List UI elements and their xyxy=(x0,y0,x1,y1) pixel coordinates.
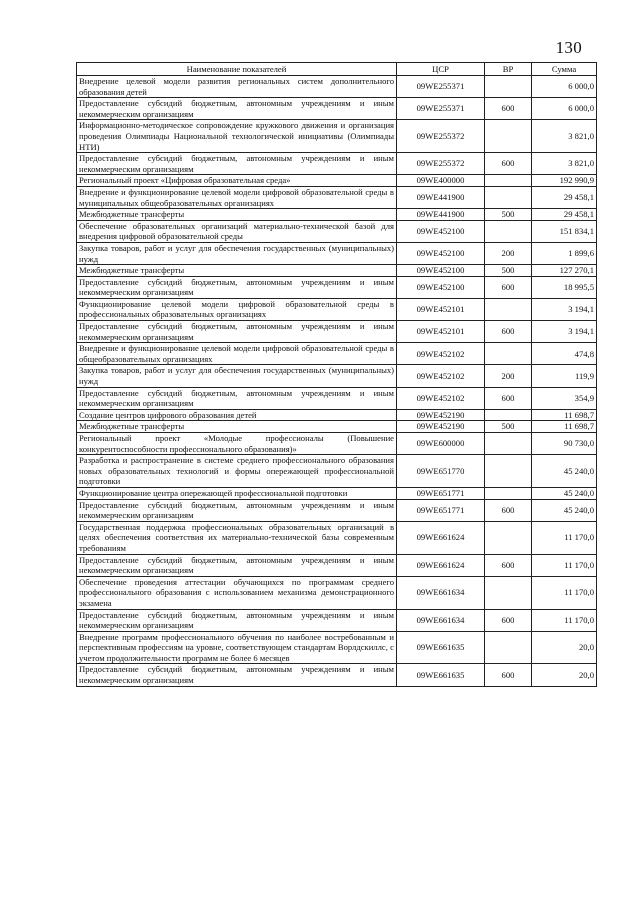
table-row xyxy=(77,343,597,365)
row-vr-cell: 500 xyxy=(485,209,532,221)
table-row xyxy=(77,664,597,686)
row-name-cell: Внедрение программ профессионального обучения по наиболее востребованным и перспективным профессиям на уровне, соответствующем стандартам Ворлдскиллс, с учетом продолжительности программ не более 6 месяцев xyxy=(77,631,397,664)
row-vr-cell xyxy=(485,631,532,664)
table-row xyxy=(77,98,597,120)
table-row xyxy=(77,321,597,343)
row-vr-cell xyxy=(485,409,532,421)
row-csr-cell: 09WE661635 xyxy=(397,664,485,686)
page-number: 130 xyxy=(555,38,582,57)
table-row xyxy=(77,175,597,187)
row-sum-cell: 29 458,1 xyxy=(532,186,597,208)
row-csr-cell: 09WE452102 xyxy=(397,343,485,365)
table-row xyxy=(77,120,597,153)
row-vr-cell: 200 xyxy=(485,242,532,264)
row-sum-cell: 11 170,0 xyxy=(532,609,597,631)
row-sum-cell: 1 899,6 xyxy=(532,242,597,264)
table-row xyxy=(77,455,597,488)
row-name-cell: Межбюджетные трансферты xyxy=(77,421,397,433)
row-name-cell: Предоставление субсидий бюджетным, автономным учреждениям и иным некоммерческим организациям xyxy=(77,153,397,175)
table-row xyxy=(77,76,597,98)
row-vr-cell: 600 xyxy=(485,664,532,686)
table-row xyxy=(77,265,597,277)
row-name-cell: Государственная поддержка профессиональных образовательных организаций в целях обеспечения соответствия их материально-технической базы современным требованиям xyxy=(77,521,397,554)
table-row xyxy=(77,576,597,609)
row-name-cell: Предоставление субсидий бюджетным, автономным учреждениям и иным некоммерческим организациям xyxy=(77,609,397,631)
row-name-cell: Региональный проект «Цифровая образовательная среда» xyxy=(77,175,397,187)
row-sum-cell: 354,9 xyxy=(532,387,597,409)
row-vr-cell: 500 xyxy=(485,421,532,433)
table-row xyxy=(77,298,597,320)
row-csr-cell: 09WE452101 xyxy=(397,321,485,343)
row-vr-cell xyxy=(485,220,532,242)
row-csr-cell: 09WE661634 xyxy=(397,609,485,631)
row-csr-cell: 09WE600000 xyxy=(397,433,485,455)
table-row xyxy=(77,186,597,208)
row-csr-cell: 09WE452100 xyxy=(397,220,485,242)
header-sum: Сумма xyxy=(532,63,597,76)
row-csr-cell: 09WE441900 xyxy=(397,186,485,208)
table-row xyxy=(77,387,597,409)
row-name-cell: Разработка и распространение в системе среднего профессионального образования новых образовательных технологий и формы опережающей профессиональной подготовки xyxy=(77,455,397,488)
row-vr-cell: 600 xyxy=(485,609,532,631)
row-vr-cell xyxy=(485,175,532,187)
row-vr-cell xyxy=(485,298,532,320)
row-sum-cell: 18 995,5 xyxy=(532,276,597,298)
row-csr-cell: 09WE661624 xyxy=(397,554,485,576)
row-sum-cell: 11 698,7 xyxy=(532,409,597,421)
row-vr-cell xyxy=(485,521,532,554)
row-name-cell: Межбюджетные трансферты xyxy=(77,209,397,221)
row-csr-cell: 09WE651771 xyxy=(397,499,485,521)
row-csr-cell: 09WE452190 xyxy=(397,409,485,421)
row-sum-cell: 20,0 xyxy=(532,631,597,664)
row-csr-cell: 09WE452101 xyxy=(397,298,485,320)
table-row xyxy=(77,276,597,298)
row-name-cell: Предоставление субсидий бюджетным, автономным учреждениям и иным некоммерческим организациям xyxy=(77,276,397,298)
row-csr-cell: 09WE452100 xyxy=(397,276,485,298)
row-csr-cell: 09WE441900 xyxy=(397,209,485,221)
row-vr-cell xyxy=(485,343,532,365)
row-sum-cell: 45 240,0 xyxy=(532,487,597,499)
row-vr-cell xyxy=(485,186,532,208)
table-row xyxy=(77,631,597,664)
row-vr-cell xyxy=(485,120,532,153)
row-csr-cell: 09WE255371 xyxy=(397,98,485,120)
row-vr-cell: 600 xyxy=(485,321,532,343)
row-name-cell: Обеспечение образовательных организаций материально-технической базой для внедрения цифровой образовательной среды xyxy=(77,220,397,242)
row-sum-cell: 6 000,0 xyxy=(532,98,597,120)
row-csr-cell: 09WE661635 xyxy=(397,631,485,664)
budget-table xyxy=(76,62,597,687)
row-sum-cell: 45 240,0 xyxy=(532,455,597,488)
row-sum-cell: 29 458,1 xyxy=(532,209,597,221)
row-csr-cell: 09WE651771 xyxy=(397,487,485,499)
header-csr: ЦСР xyxy=(397,63,485,76)
table-row xyxy=(77,421,597,433)
table-row xyxy=(77,609,597,631)
row-sum-cell: 11 170,0 xyxy=(532,521,597,554)
table-header-row xyxy=(77,63,597,76)
row-csr-cell: 09WE452102 xyxy=(397,387,485,409)
row-sum-cell: 192 990,9 xyxy=(532,175,597,187)
row-name-cell: Создание центров цифрового образования детей xyxy=(77,409,397,421)
row-vr-cell: 500 xyxy=(485,265,532,277)
row-csr-cell: 09WE661624 xyxy=(397,521,485,554)
table-row xyxy=(77,365,597,387)
row-sum-cell: 11 170,0 xyxy=(532,576,597,609)
row-name-cell: Региональный проект «Молодые профессионалы (Повышение конкурентоспособности профессионального образования)» xyxy=(77,433,397,455)
row-vr-cell: 600 xyxy=(485,98,532,120)
row-name-cell: Закупка товаров, работ и услуг для обеспечения государственных (муниципальных) нужд xyxy=(77,365,397,387)
row-name-cell: Функционирование центра опережающей профессиональной подготовки xyxy=(77,487,397,499)
row-name-cell: Предоставление субсидий бюджетным, автономным учреждениям и иным некоммерческим организациям xyxy=(77,387,397,409)
row-csr-cell: 09WE661634 xyxy=(397,576,485,609)
row-csr-cell: 09WE255371 xyxy=(397,76,485,98)
table-row xyxy=(77,554,597,576)
row-sum-cell: 6 000,0 xyxy=(532,76,597,98)
row-vr-cell: 600 xyxy=(485,387,532,409)
row-name-cell: Информационно-методическое сопровождение кружкового движения и организация проведения Олимпиады Национальной технологической инициативы (Олимпиады НТИ) xyxy=(77,120,397,153)
table-row xyxy=(77,487,597,499)
row-name-cell: Внедрение и функционирование целевой модели цифровой образовательной среды в муниципальных общеобразовательных организациях xyxy=(77,186,397,208)
row-sum-cell: 3 194,1 xyxy=(532,298,597,320)
row-sum-cell: 119,9 xyxy=(532,365,597,387)
table-row xyxy=(77,433,597,455)
table-row xyxy=(77,242,597,264)
row-name-cell: Внедрение и функционирование целевой модели цифровой образовательной среды в общеобразовательных организациях xyxy=(77,343,397,365)
row-name-cell: Предоставление субсидий бюджетным, автономным учреждениям и иным некоммерческим организациям xyxy=(77,98,397,120)
table-row xyxy=(77,209,597,221)
row-sum-cell: 11 698,7 xyxy=(532,421,597,433)
row-sum-cell: 45 240,0 xyxy=(532,499,597,521)
row-name-cell: Обеспечение проведения аттестации обучающихся по программам среднего профессионального образования с использованием механизма демонстрационного экзамена xyxy=(77,576,397,609)
row-csr-cell: 09WE255372 xyxy=(397,120,485,153)
row-csr-cell: 09WE452190 xyxy=(397,421,485,433)
row-vr-cell: 600 xyxy=(485,499,532,521)
row-name-cell: Предоставление субсидий бюджетным, автономным учреждениям и иным некоммерческим организациям xyxy=(77,499,397,521)
row-sum-cell: 127 270,1 xyxy=(532,265,597,277)
row-vr-cell: 200 xyxy=(485,365,532,387)
row-csr-cell: 09WE651770 xyxy=(397,455,485,488)
row-name-cell: Предоставление субсидий бюджетным, автономным учреждениям и иным некоммерческим организациям xyxy=(77,664,397,686)
header-name: Наименование показателей xyxy=(77,63,397,76)
header-vr: ВР xyxy=(485,63,532,76)
row-sum-cell: 151 834,1 xyxy=(532,220,597,242)
row-vr-cell xyxy=(485,455,532,488)
row-name-cell: Предоставление субсидий бюджетным, автономным учреждениям и иным некоммерческим организациям xyxy=(77,321,397,343)
row-csr-cell: 09WE452102 xyxy=(397,365,485,387)
row-vr-cell xyxy=(485,76,532,98)
row-vr-cell: 600 xyxy=(485,153,532,175)
row-vr-cell: 600 xyxy=(485,276,532,298)
row-sum-cell: 3 821,0 xyxy=(532,153,597,175)
row-name-cell: Межбюджетные трансферты xyxy=(77,265,397,277)
row-sum-cell: 474,8 xyxy=(532,343,597,365)
table-row xyxy=(77,153,597,175)
table-row xyxy=(77,521,597,554)
table-row xyxy=(77,409,597,421)
row-vr-cell xyxy=(485,576,532,609)
row-vr-cell: 600 xyxy=(485,554,532,576)
row-name-cell: Закупка товаров, работ и услуг для обеспечения государственных (муниципальных) нужд xyxy=(77,242,397,264)
row-sum-cell: 90 730,0 xyxy=(532,433,597,455)
row-sum-cell: 3 821,0 xyxy=(532,120,597,153)
row-csr-cell: 09WE400000 xyxy=(397,175,485,187)
row-csr-cell: 09WE255372 xyxy=(397,153,485,175)
row-sum-cell: 20,0 xyxy=(532,664,597,686)
row-vr-cell xyxy=(485,433,532,455)
row-vr-cell xyxy=(485,487,532,499)
row-csr-cell: 09WE452100 xyxy=(397,265,485,277)
row-sum-cell: 3 194,1 xyxy=(532,321,597,343)
table-row xyxy=(77,220,597,242)
row-name-cell: Функционирование целевой модели цифровой образовательной среды в профессиональных образовательных организациях xyxy=(77,298,397,320)
row-name-cell: Внедрение целевой модели развития региональных систем дополнительного образования детей xyxy=(77,76,397,98)
row-csr-cell: 09WE452100 xyxy=(397,242,485,264)
table-row xyxy=(77,499,597,521)
row-sum-cell: 11 170,0 xyxy=(532,554,597,576)
row-name-cell: Предоставление субсидий бюджетным, автономным учреждениям и иным некоммерческим организациям xyxy=(77,554,397,576)
